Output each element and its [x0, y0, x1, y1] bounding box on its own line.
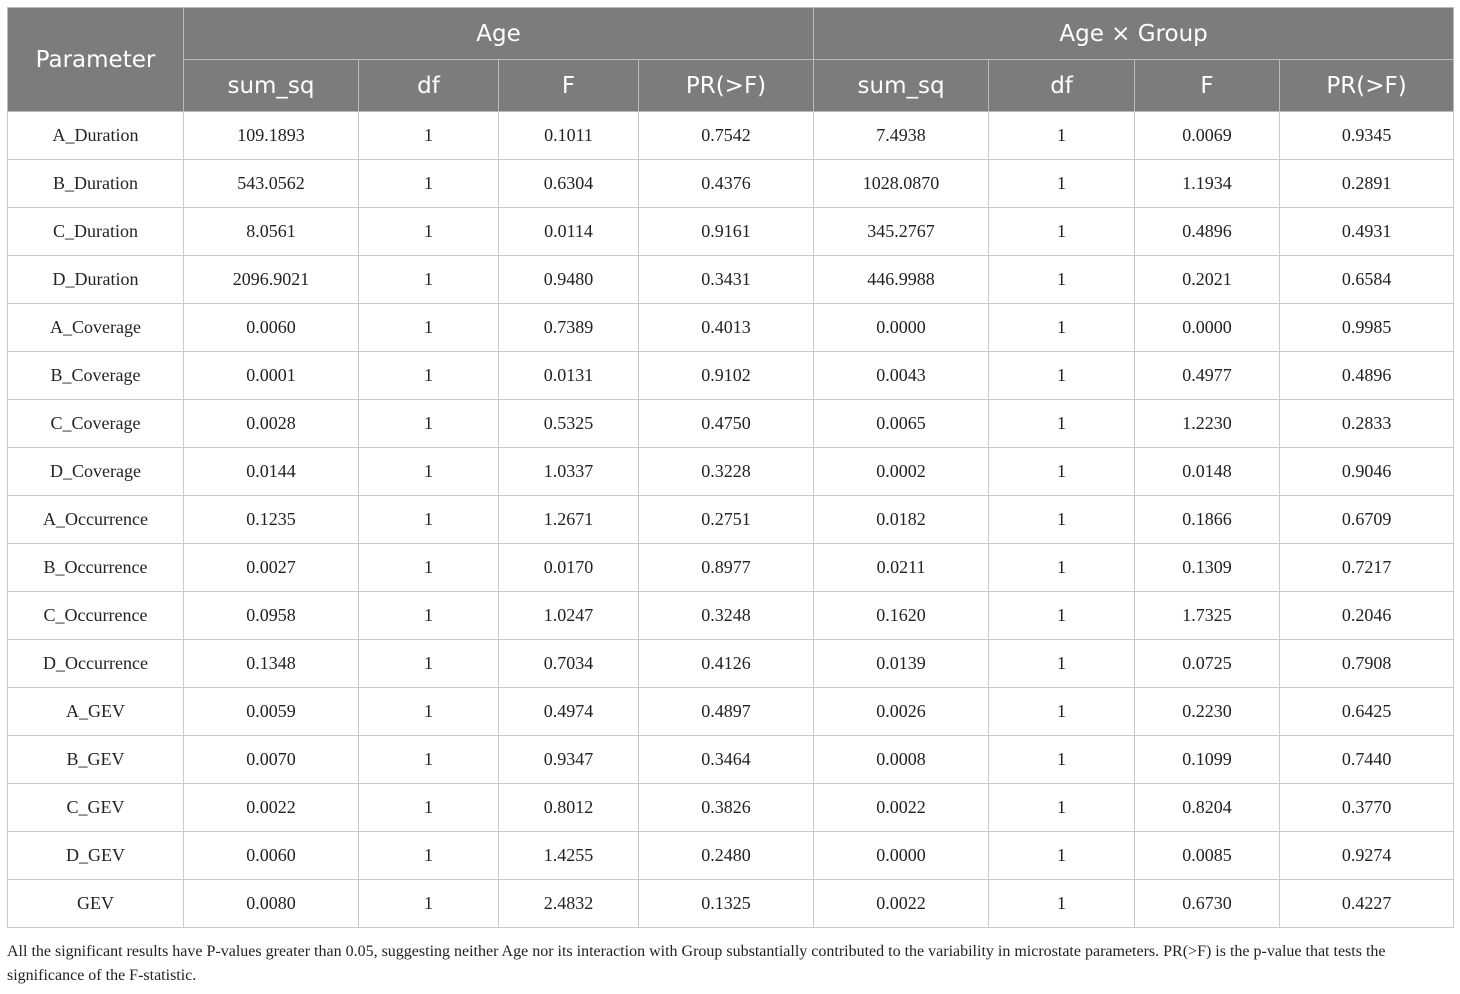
value-cell: 0.9274: [1280, 832, 1454, 880]
value-cell: 0.0148: [1135, 448, 1280, 496]
table-body: [8, 112, 1454, 928]
value-cell: 0.2891: [1280, 160, 1454, 208]
value-cell: 0.8012: [499, 784, 639, 832]
value-cell: 1: [359, 112, 499, 160]
value-cell: 1.2671: [499, 496, 639, 544]
value-cell: 0.0070: [184, 736, 359, 784]
value-cell: 1.4255: [499, 832, 639, 880]
value-cell: 0.4897: [639, 688, 814, 736]
value-cell: 0.0114: [499, 208, 639, 256]
table-row: [8, 784, 1454, 832]
value-cell: 0.2751: [639, 496, 814, 544]
value-cell: 1: [359, 688, 499, 736]
value-cell: 0.9161: [639, 208, 814, 256]
parameter-cell: C_Coverage: [8, 400, 184, 448]
value-cell: 1: [359, 880, 499, 928]
value-cell: 0.9480: [499, 256, 639, 304]
age-x-group-header: Age × Group: [814, 8, 1454, 60]
value-cell: 0.0008: [814, 736, 989, 784]
value-cell: 0.2833: [1280, 400, 1454, 448]
value-cell: 0.3770: [1280, 784, 1454, 832]
value-cell: 0.6425: [1280, 688, 1454, 736]
value-cell: 0.1620: [814, 592, 989, 640]
value-cell: 1: [989, 352, 1135, 400]
table-row: [8, 400, 1454, 448]
value-cell: 0.6730: [1135, 880, 1280, 928]
table-row: [8, 880, 1454, 928]
value-cell: 1: [989, 112, 1135, 160]
value-cell: 0.0043: [814, 352, 989, 400]
value-cell: 1: [989, 400, 1135, 448]
value-cell: 0.0000: [1135, 304, 1280, 352]
value-cell: 1: [989, 448, 1135, 496]
value-cell: 0.1235: [184, 496, 359, 544]
results-table-container: [7, 7, 1453, 928]
value-cell: 0.7440: [1280, 736, 1454, 784]
parameter-cell: B_GEV: [8, 736, 184, 784]
value-cell: 0.0060: [184, 304, 359, 352]
value-cell: 0.1348: [184, 640, 359, 688]
parameter-header: Parameter: [8, 8, 184, 112]
value-cell: 1: [989, 208, 1135, 256]
value-cell: 446.9988: [814, 256, 989, 304]
value-cell: 1: [359, 592, 499, 640]
value-cell: 1: [989, 736, 1135, 784]
value-cell: 1: [359, 160, 499, 208]
value-cell: 0.9347: [499, 736, 639, 784]
table-row: [8, 640, 1454, 688]
value-cell: 0.9985: [1280, 304, 1454, 352]
value-cell: 0.9046: [1280, 448, 1454, 496]
value-cell: 0.7908: [1280, 640, 1454, 688]
value-cell: 0.0131: [499, 352, 639, 400]
table-row: [8, 448, 1454, 496]
table-row: [8, 736, 1454, 784]
value-cell: 1: [359, 784, 499, 832]
parameter-cell: GEV: [8, 880, 184, 928]
value-cell: 0.0059: [184, 688, 359, 736]
parameter-cell: D_Occurrence: [8, 640, 184, 688]
value-cell: 0.0065: [814, 400, 989, 448]
table-header: [8, 8, 1454, 112]
value-cell: 0.4974: [499, 688, 639, 736]
value-cell: 0.0000: [814, 832, 989, 880]
value-cell: 0.0022: [184, 784, 359, 832]
value-cell: 0.0022: [814, 784, 989, 832]
value-cell: 345.2767: [814, 208, 989, 256]
value-cell: 0.0001: [184, 352, 359, 400]
value-cell: 0.1099: [1135, 736, 1280, 784]
value-cell: 0.0725: [1135, 640, 1280, 688]
parameter-cell: D_GEV: [8, 832, 184, 880]
value-cell: 0.4013: [639, 304, 814, 352]
value-cell: 0.5325: [499, 400, 639, 448]
value-cell: 1.2230: [1135, 400, 1280, 448]
value-cell: 1: [359, 544, 499, 592]
value-cell: 1: [989, 832, 1135, 880]
value-cell: 0.0958: [184, 592, 359, 640]
parameter-cell: A_Coverage: [8, 304, 184, 352]
value-cell: 0.3248: [639, 592, 814, 640]
value-cell: 1: [989, 544, 1135, 592]
value-cell: 0.3464: [639, 736, 814, 784]
table-row: [8, 592, 1454, 640]
column-header: df: [989, 60, 1135, 112]
parameter-cell: A_GEV: [8, 688, 184, 736]
parameter-cell: C_Duration: [8, 208, 184, 256]
value-cell: 1: [989, 496, 1135, 544]
value-cell: 0.0182: [814, 496, 989, 544]
value-cell: 1: [359, 208, 499, 256]
value-cell: 2.4832: [499, 880, 639, 928]
value-cell: 0.3228: [639, 448, 814, 496]
value-cell: 0.0139: [814, 640, 989, 688]
value-cell: 0.8977: [639, 544, 814, 592]
value-cell: 1: [989, 688, 1135, 736]
value-cell: 0.0060: [184, 832, 359, 880]
value-cell: 1: [359, 640, 499, 688]
value-cell: 0.6584: [1280, 256, 1454, 304]
value-cell: 0.9102: [639, 352, 814, 400]
value-cell: 0.1866: [1135, 496, 1280, 544]
parameter-cell: B_Occurrence: [8, 544, 184, 592]
value-cell: 1028.0870: [814, 160, 989, 208]
value-cell: 1: [989, 304, 1135, 352]
column-header: PR(>F): [639, 60, 814, 112]
value-cell: 0.0211: [814, 544, 989, 592]
table-row: [8, 304, 1454, 352]
age-group-header: Age: [184, 8, 814, 60]
column-header: df: [359, 60, 499, 112]
value-cell: 1.7325: [1135, 592, 1280, 640]
value-cell: 1: [359, 832, 499, 880]
value-cell: 0.4896: [1280, 352, 1454, 400]
parameter-cell: C_GEV: [8, 784, 184, 832]
parameter-cell: C_Occurrence: [8, 592, 184, 640]
value-cell: 1: [989, 256, 1135, 304]
value-cell: 0.0028: [184, 400, 359, 448]
value-cell: 0.6304: [499, 160, 639, 208]
value-cell: 0.6709: [1280, 496, 1454, 544]
table-row: [8, 208, 1454, 256]
value-cell: 1: [359, 256, 499, 304]
value-cell: 0.0022: [814, 880, 989, 928]
value-cell: 0.0085: [1135, 832, 1280, 880]
value-cell: 0.2230: [1135, 688, 1280, 736]
value-cell: 1: [989, 784, 1135, 832]
value-cell: 2096.9021: [184, 256, 359, 304]
table-row: [8, 112, 1454, 160]
value-cell: 1: [359, 352, 499, 400]
value-cell: 1: [989, 592, 1135, 640]
value-cell: 1: [359, 496, 499, 544]
value-cell: 0.7389: [499, 304, 639, 352]
value-cell: 0.2021: [1135, 256, 1280, 304]
value-cell: 0.4977: [1135, 352, 1280, 400]
value-cell: 1: [989, 640, 1135, 688]
value-cell: 0.4126: [639, 640, 814, 688]
value-cell: 0.4750: [639, 400, 814, 448]
value-cell: 0.0026: [814, 688, 989, 736]
column-header: F: [499, 60, 639, 112]
value-cell: 0.0027: [184, 544, 359, 592]
parameter-cell: A_Occurrence: [8, 496, 184, 544]
column-header: PR(>F): [1280, 60, 1454, 112]
value-cell: 0.4227: [1280, 880, 1454, 928]
table-row: [8, 496, 1454, 544]
value-cell: 0.0144: [184, 448, 359, 496]
table-row: [8, 256, 1454, 304]
value-cell: 0.7034: [499, 640, 639, 688]
parameter-cell: D_Coverage: [8, 448, 184, 496]
value-cell: 0.0000: [814, 304, 989, 352]
value-cell: 0.9345: [1280, 112, 1454, 160]
anova-results-table: [7, 7, 1454, 928]
value-cell: 0.4931: [1280, 208, 1454, 256]
value-cell: 0.1309: [1135, 544, 1280, 592]
value-cell: 0.3826: [639, 784, 814, 832]
value-cell: 0.0069: [1135, 112, 1280, 160]
value-cell: 1: [989, 160, 1135, 208]
parameter-cell: B_Coverage: [8, 352, 184, 400]
value-cell: 0.2480: [639, 832, 814, 880]
value-cell: 0.0170: [499, 544, 639, 592]
parameter-cell: A_Duration: [8, 112, 184, 160]
value-cell: 1: [359, 400, 499, 448]
table-row: [8, 160, 1454, 208]
column-header: sum_sq: [814, 60, 989, 112]
table-row: [8, 832, 1454, 880]
value-cell: 0.4376: [639, 160, 814, 208]
value-cell: 0.0080: [184, 880, 359, 928]
table-row: [8, 352, 1454, 400]
value-cell: 109.1893: [184, 112, 359, 160]
table-footnote: All the significant results have P-values greater than 0.05, suggesting neither Age nor its interaction with Group substantially contributed to the variability in microstate parameters. PR(>F) is the p-value that tests the significance of the F-statistic.: [7, 943, 1386, 984]
value-cell: 0.3431: [639, 256, 814, 304]
value-cell: 0.2046: [1280, 592, 1454, 640]
column-header: sum_sq: [184, 60, 359, 112]
value-cell: 1: [359, 304, 499, 352]
value-cell: 7.4938: [814, 112, 989, 160]
value-cell: 1.1934: [1135, 160, 1280, 208]
value-cell: 8.0561: [184, 208, 359, 256]
value-cell: 1: [359, 736, 499, 784]
table-row: [8, 544, 1454, 592]
column-header: F: [1135, 60, 1280, 112]
value-cell: 1: [989, 880, 1135, 928]
table-row: [8, 688, 1454, 736]
parameter-cell: D_Duration: [8, 256, 184, 304]
value-cell: 1: [359, 448, 499, 496]
value-cell: 543.0562: [184, 160, 359, 208]
value-cell: 1.0337: [499, 448, 639, 496]
value-cell: 0.1325: [639, 880, 814, 928]
value-cell: 0.0002: [814, 448, 989, 496]
value-cell: 0.7217: [1280, 544, 1454, 592]
value-cell: 0.4896: [1135, 208, 1280, 256]
value-cell: 0.1011: [499, 112, 639, 160]
value-cell: 1.0247: [499, 592, 639, 640]
parameter-cell: B_Duration: [8, 160, 184, 208]
value-cell: 0.7542: [639, 112, 814, 160]
value-cell: 0.8204: [1135, 784, 1280, 832]
